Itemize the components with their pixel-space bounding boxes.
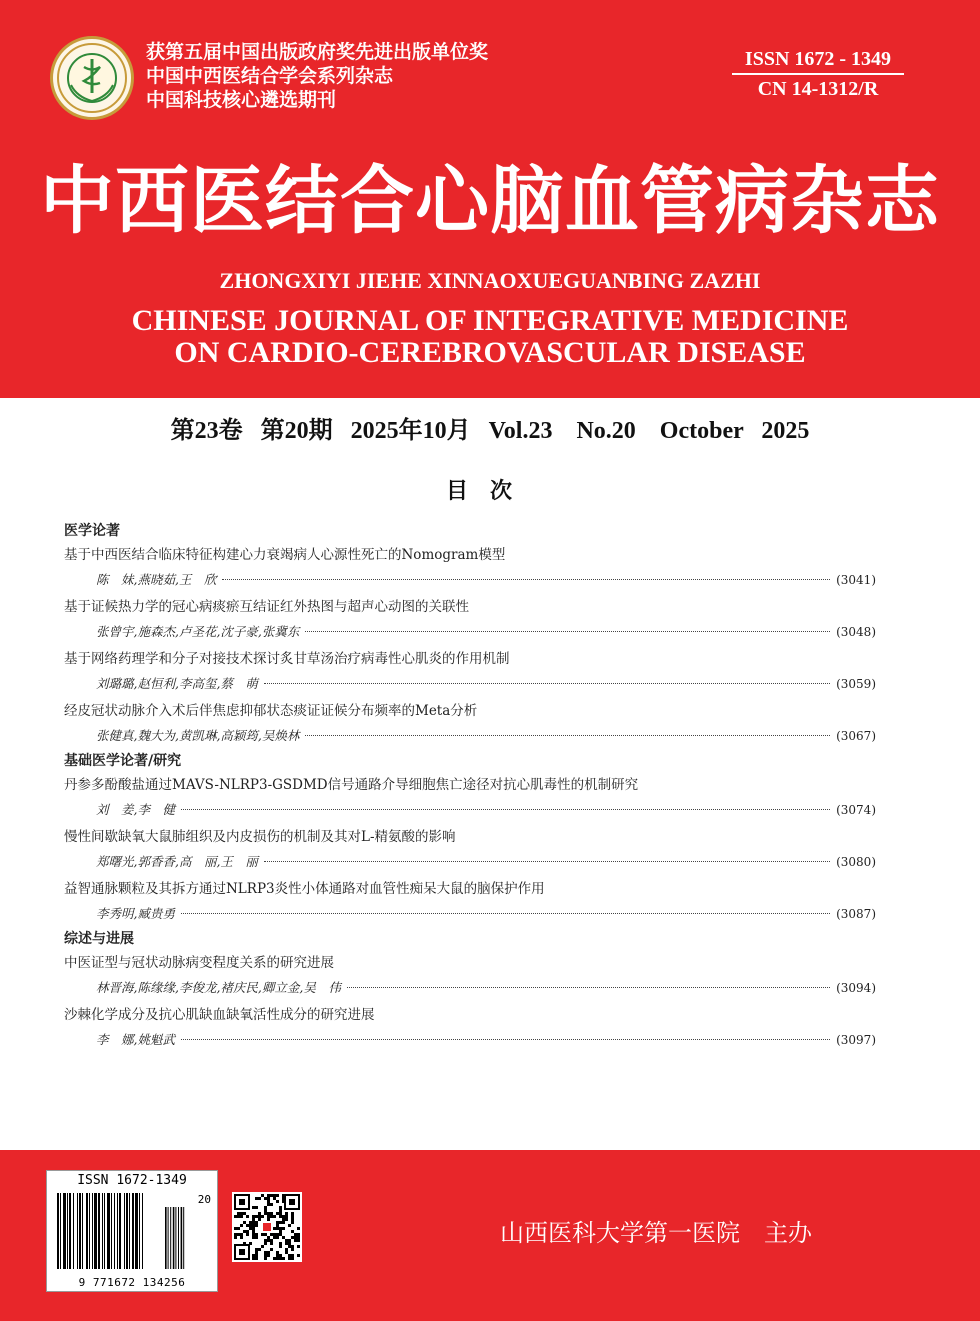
qr-code [232, 1192, 302, 1262]
article-authors: 李秀明,臧贵勇 [96, 906, 175, 921]
article-page: (3041) [836, 573, 876, 587]
article-title: 慢性间歇缺氧大鼠肺组织及内皮损伤的机制及其对L-精氨酸的影响 [64, 829, 456, 845]
article-title: 经皮冠状动脉介入术后伴焦虑抑郁状态痰证证候分布频率的Meta分析 [64, 703, 478, 719]
barcode-issn: ISSN 1672-1349 [77, 1173, 187, 1188]
table-of-contents [64, 520, 876, 1054]
article-title: 基于网络药理学和分子对接技术探讨炙甘草汤治疗病毒性心肌炎的作用机制 [64, 651, 510, 667]
dot-leader [305, 631, 830, 632]
article-byline [64, 1028, 876, 1052]
article-authors: 郑曙光,郭香香,高 丽,王 丽 [96, 854, 258, 869]
article-authors: 陈 妹,燕晓茹,王 欣 [96, 572, 217, 587]
dot-leader [305, 735, 830, 736]
article-page: (3067) [836, 729, 876, 743]
article-title: 沙棘化学成分及抗心肌缺血缺氧活性成分的研究进展 [64, 1007, 375, 1023]
journal-title-cn: 中西医结合心脑血管病杂志 [40, 158, 940, 244]
article-byline [64, 798, 876, 822]
article-byline [64, 620, 876, 644]
toc-entry[interactable] [64, 646, 876, 696]
article-authors: 张曾宇,施森杰,卢圣花,沈子豪,张冀东 [96, 624, 300, 639]
society-seal-logo [50, 36, 134, 120]
barcode-addon: 20 [197, 1193, 211, 1206]
toc-entry[interactable] [64, 1002, 876, 1052]
dot-leader [347, 987, 830, 988]
toc-entry[interactable] [64, 698, 876, 748]
article-authors: 张健真,魏大为,黄凯琳,高颖筠,吴焕林 [96, 728, 300, 743]
article-byline [64, 976, 876, 1000]
toc-heading: 目次 [445, 479, 534, 504]
journal-title-en-line: CHINESE JOURNAL OF INTEGRATIVE MEDICINE [131, 304, 849, 337]
section-title: 基础医学论著/研究 [64, 753, 182, 769]
award-line: 中国科技核心遴选期刊 [146, 89, 337, 111]
article-byline [64, 850, 876, 874]
article-page: (3048) [836, 625, 876, 639]
article-title: 基于证候热力学的冠心病痰瘀互结证红外热图与超声心动图的关联性 [64, 599, 469, 615]
toc-entry[interactable] [64, 824, 876, 874]
dot-leader [181, 1039, 830, 1040]
toc-entry[interactable] [64, 594, 876, 644]
article-title: 丹参多酚酸盐通过MAVS-NLRP3-GSDMD信号通路介导细胞焦亡途径对抗心肌毒性的机制研究 [64, 777, 639, 793]
article-page: (3087) [836, 907, 876, 921]
barcode-bars [57, 1193, 187, 1269]
award-line: 获第五届中国出版政府奖先进出版单位奖 [146, 41, 489, 63]
dot-leader [181, 809, 830, 810]
article-page: (3074) [836, 803, 876, 817]
dot-leader [222, 579, 830, 580]
article-byline [64, 724, 876, 748]
section-title: 综述与进展 [64, 931, 134, 947]
article-page: (3094) [836, 981, 876, 995]
toc-entry[interactable] [64, 772, 876, 822]
article-page: (3097) [836, 1033, 876, 1047]
issue-info: 第23卷 第20期 2025年10月 Vol.23 No.20 October 2025 [170, 418, 810, 444]
toc-entry[interactable] [64, 542, 876, 592]
article-byline [64, 902, 876, 926]
article-authors: 刘 姜,李 健 [96, 802, 175, 817]
journal-title-en-line: ON CARDIO-CEREBROVASCULAR DISEASE [174, 336, 806, 369]
journal-title-pinyin: ZHONGXIYI JIEHE XINNAOXUEGUANBING ZAZHI [219, 268, 761, 293]
publisher: 山西医科大学第一医院 主办 [500, 1219, 812, 1247]
article-page: (3080) [836, 855, 876, 869]
article-byline [64, 568, 876, 592]
article-authors: 刘璐璐,赵恒利,李高玺,蔡 萌 [96, 676, 258, 691]
issn-number: ISSN 1672 - 1349 [732, 48, 904, 75]
article-byline [64, 672, 876, 696]
article-title: 基于中西医结合临床特征构建心力衰竭病人心源性死亡的Nomogram模型 [64, 547, 506, 563]
article-title: 益智通脉颗粒及其拆方通过NLRP3炎性小体通路对血管性痴呆大鼠的脑保护作用 [64, 881, 545, 897]
issn-block [732, 48, 904, 101]
dot-leader [181, 913, 830, 914]
article-page: (3059) [836, 677, 876, 691]
article-authors: 李 娜,姚魁武 [96, 1032, 175, 1047]
barcode [46, 1170, 218, 1292]
toc-entry[interactable] [64, 950, 876, 1000]
journal-title-en [0, 305, 980, 369]
cn-number: CN 14-1312/R [757, 78, 879, 100]
toc-entry[interactable] [64, 876, 876, 926]
dot-leader [264, 683, 830, 684]
section-title: 医学论著 [64, 523, 120, 539]
article-title: 中医证型与冠状动脉病变程度关系的研究进展 [64, 955, 334, 971]
award-list [146, 40, 488, 112]
award-line: 中国中西医结合学会系列杂志 [146, 65, 394, 87]
dot-leader [264, 861, 830, 862]
article-authors: 林晋海,陈缘缘,李俊龙,褚庆民,卿立金,吴 伟 [96, 980, 341, 995]
barcode-digits: 9 771672 134256 [78, 1276, 186, 1289]
